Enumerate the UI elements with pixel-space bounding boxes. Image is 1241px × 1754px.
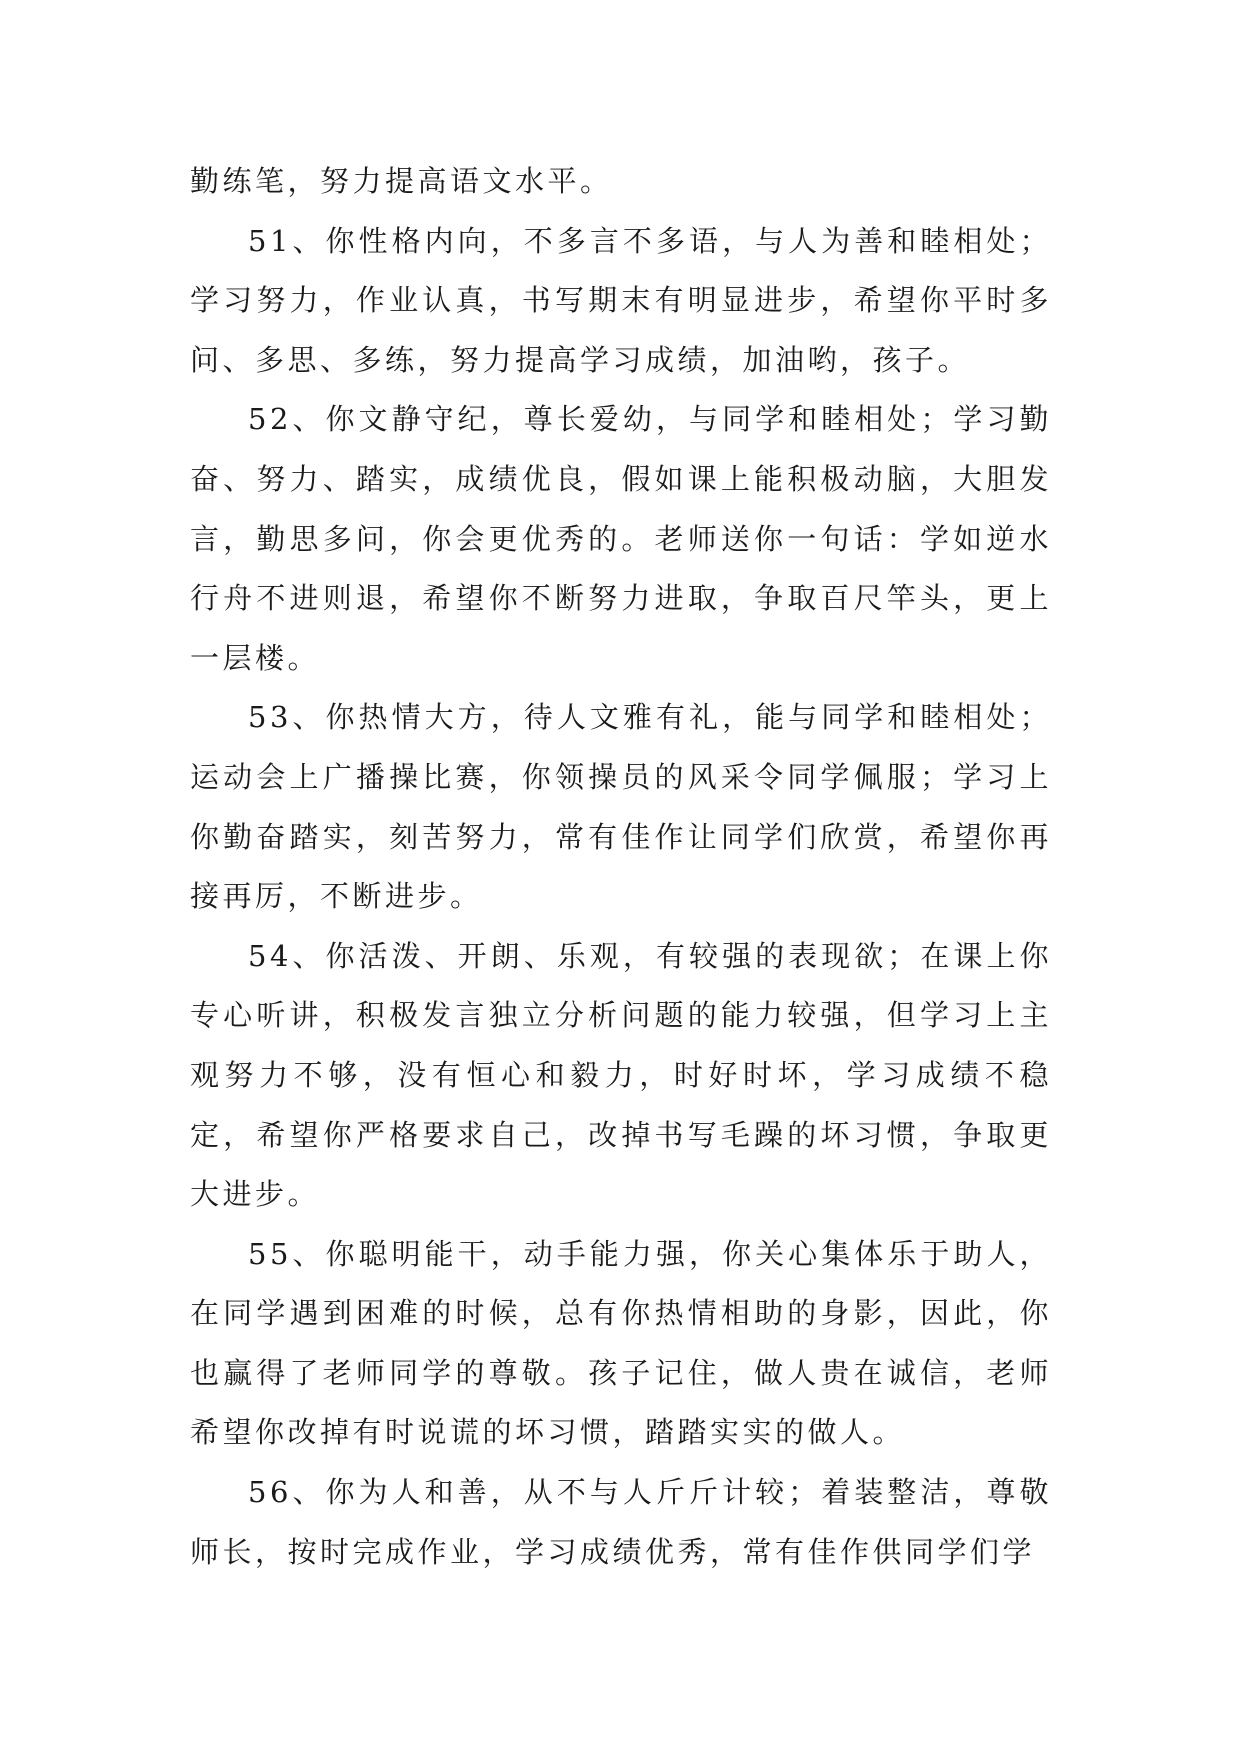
comment-paragraph-53: 53、你热情大方，待人文雅有礼，能与同学和睦相处；运动会上广播操比赛，你领操员的风采令同学佩服；学习上你勤奋踏实，刻苦努力，常有佳作让同学们欣赏，希望你再接再厉，不断进步。: [190, 700, 1052, 914]
comment-paragraph-51: 51、你性格内向，不多言不多语，与人为善和睦相处；学习努力，作业认真，书写期末有明显进步，希望你平时多问、多思、多练，努力提高学习成绩，加油哟，孩子。: [190, 223, 1052, 377]
paragraph-continuation: 勤练笔，努力提高语文水平。: [190, 164, 613, 198]
comment-paragraph-56: 56、你为人和善，从不与人斤斤计较；着装整洁，尊敬师长，按时完成作业，学习成绩优秀，常有佳作供同学们学: [190, 1475, 1052, 1569]
comment-paragraph-52: 52、你文静守纪，尊长爱幼，与同学和睦相处；学习勤奋、努力、踏实，成绩优良，假如课上能积极动脑，大胆发言，勤思多问，你会更优秀的。老师送你一句话：学如逆水行舟不进则退，希望你不断努力进取，争取百尺竿头，更上一层楼。: [190, 402, 1052, 675]
comment-paragraph-55: 55、你聪明能干，动手能力强，你关心集体乐于助人，在同学遇到困难的时候，总有你热情相助的身影，因此，你也赢得了老师同学的尊敬。孩子记住，做人贵在诚信，老师希望你改掉有时说谎的坏习惯，踏踏实实的做人。: [190, 1236, 1052, 1450]
document-body: [190, 152, 1052, 1582]
comment-paragraph-54: 54、你活泼、开朗、乐观，有较强的表现欲；在课上你专心听讲，积极发言独立分析问题的能力较强，但学习上主观努力不够，没有恒心和毅力，时好时坏，学习成绩不稳定，希望你严格要求自己，改掉书写毛躁的坏习惯，争取更大进步。: [190, 938, 1052, 1212]
